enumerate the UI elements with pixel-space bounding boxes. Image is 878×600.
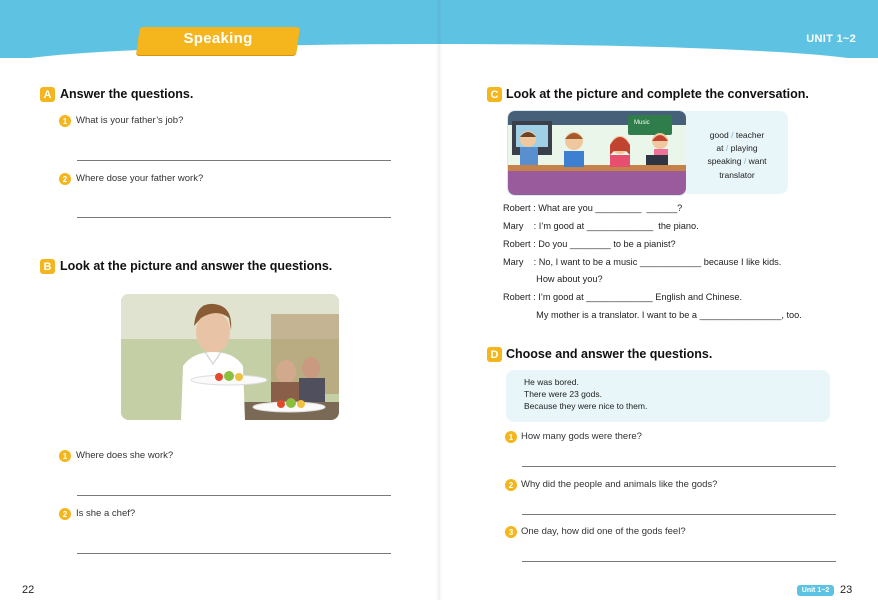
d-question-3-number: 3 <box>505 526 517 538</box>
a-question-1-number: 1 <box>59 115 71 127</box>
d-question-2-text: Why did the people and animals like the gods? <box>521 479 718 490</box>
d-answer-line-2[interactable] <box>522 514 836 515</box>
word-row-3 <box>686 156 788 166</box>
waitress-photo-art <box>121 294 339 420</box>
b-question-1-text: Where does she work? <box>76 450 174 461</box>
waitress-photo <box>121 294 339 420</box>
speaking-title: Speaking <box>183 30 253 47</box>
section-c-title: Look at the picture and complete the conversation. <box>506 87 809 101</box>
word-separator: / <box>731 130 734 140</box>
section-c-badge: C <box>487 87 502 102</box>
a-answer-line-1[interactable] <box>77 160 391 161</box>
b-question-2-number: 2 <box>59 508 71 520</box>
b-answer-line-2[interactable] <box>77 553 391 554</box>
word-at: at <box>716 143 724 153</box>
d-question-1-number: 1 <box>505 431 517 443</box>
choice-2: There were 23 gods. <box>524 389 602 399</box>
b-answer-line-1[interactable] <box>77 495 391 496</box>
word-translator: translator <box>719 170 755 180</box>
section-a-title: Answer the questions. <box>60 87 194 101</box>
d-question-1-text: How many gods were there? <box>521 431 642 442</box>
word-want: want <box>748 156 767 166</box>
d-question-3-text: One day, how did one of the gods feel? <box>521 526 686 537</box>
conversation-line-5: How about you? <box>503 274 603 284</box>
page-number-right: 23 <box>840 584 853 596</box>
section-a-badge: A <box>40 87 55 102</box>
section-b-badge: B <box>40 259 55 274</box>
conversation-line-3: Robert : Do you ________ to be a pianist? <box>503 239 676 249</box>
choice-3: Because they were nice to them. <box>524 401 648 411</box>
a-answer-line-2[interactable] <box>77 217 391 218</box>
b-question-2-text: Is she a chef? <box>76 508 136 519</box>
a-question-1-text: What is your father’s job? <box>76 115 184 126</box>
word-good: good <box>709 130 729 140</box>
unit-badge-footer: Unit 1~2 <box>797 585 834 596</box>
b-question-1-number: 1 <box>59 450 71 462</box>
word-row-1 <box>686 130 788 140</box>
page-number-left: 22 <box>22 584 35 596</box>
section-d-badge: D <box>487 347 502 362</box>
a-question-2-number: 2 <box>59 173 71 185</box>
conversation-line-2: Mary : I’m good at _____________ the piano. <box>503 221 699 231</box>
d-question-2-number: 2 <box>505 479 517 491</box>
word-row-2 <box>686 143 788 153</box>
page-gutter <box>436 0 442 600</box>
a-question-2-text: Where dose your father work? <box>76 173 204 184</box>
section-d-title: Choose and answer the questions. <box>506 347 713 361</box>
word-row-4 <box>686 170 788 180</box>
word-separator: / <box>743 156 747 166</box>
d-answer-line-3[interactable] <box>522 561 836 562</box>
conversation-line-4: Mary : No, I want to be a music ____________ because I like kids. <box>503 257 782 267</box>
d-answer-line-1[interactable] <box>522 466 836 467</box>
word-speaking: speaking <box>707 156 742 166</box>
conversation-line-7: My mother is a translator. I want to be a ________________, too. <box>503 310 802 320</box>
conversation-line-6: Robert : I’m good at _____________ English and Chinese. <box>503 292 743 302</box>
conversation-line-1: Robert : What are you _________ ______? <box>503 203 683 213</box>
word-separator: / <box>725 143 729 153</box>
section-b-title: Look at the picture and answer the questions. <box>60 259 333 273</box>
unit-label: UNIT 1~2 <box>806 33 856 45</box>
choice-1: He was bored. <box>524 377 579 387</box>
word-playing: playing <box>730 143 758 153</box>
music-sign-text: Music <box>634 120 650 126</box>
classroom-illustration <box>507 110 687 196</box>
word-teacher: teacher <box>735 130 765 140</box>
classroom-illustration-art <box>508 111 686 195</box>
